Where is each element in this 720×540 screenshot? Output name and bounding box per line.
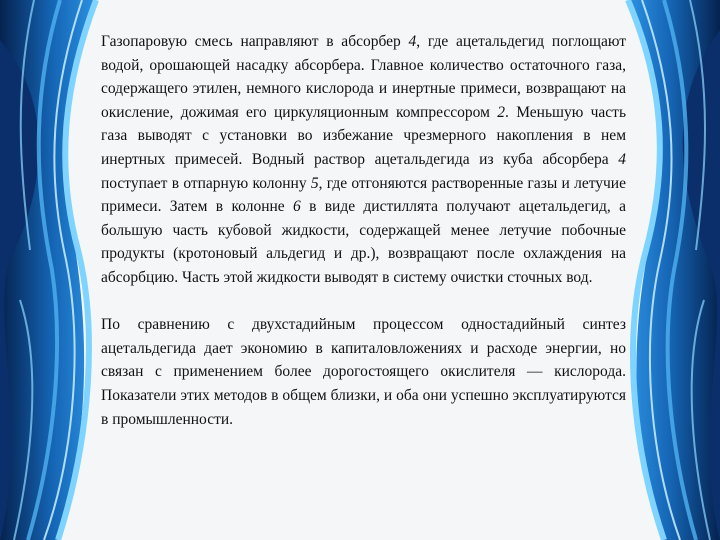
- paragraph-1-part: поступает в отпарную колонну: [101, 174, 311, 192]
- equipment-number: 6: [293, 198, 301, 216]
- equipment-number: 4: [618, 150, 626, 168]
- right-swirl: [628, 0, 720, 540]
- paragraph-1-part: , где отгоняются растворенные газы и летучие примеси. Затем в колонне: [101, 174, 626, 216]
- slide-body-text: [101, 30, 626, 431]
- paragraph-1-part: , где ацетальдегид поглощают водой, орошающей насадку абсорбера. Главное количество остаточного газа, содержащего этилен, немного кислорода и инертные примеси, возвращают на окисление, дожимая его циркуляционным компрессором: [101, 33, 626, 121]
- equipment-number: 2: [497, 103, 505, 121]
- paragraph-1-part: в виде дистиллята получают ацетальдегид, а большую часть кубовой жидкости, содержащей менее летучие побочные продукты (кротоновый альдегид и др.), возвращают после охлаждения на абсорбцию. Часть этой жидкости выводят в систему очистки сточных вод.: [101, 198, 626, 286]
- left-swirl: [0, 0, 96, 540]
- equipment-number: 5: [310, 174, 319, 192]
- paragraph-1-part: . Меньшую часть газа выводят с установки во избежание чрезмерного накопления в нем инертных примесей. Водный раствор ацетальдегида из куба абсорбера: [101, 103, 627, 168]
- paragraph-1-part: Газопаровую смесь направляют в абсорбер: [101, 33, 409, 50]
- paragraph-1: [101, 30, 626, 290]
- paragraph-2: По сравнению с двухстадийным процессом одностадийный синтез ацетальдегида дает экономию в капиталовложениях и расходе энергии, но связан с применением более дорогостоящего окислителя — кислорода. Показатели этих методов в общем близки, и оба они успешно эксплуатируются в промышленности.: [101, 316, 626, 428]
- equipment-number: 4: [408, 33, 417, 50]
